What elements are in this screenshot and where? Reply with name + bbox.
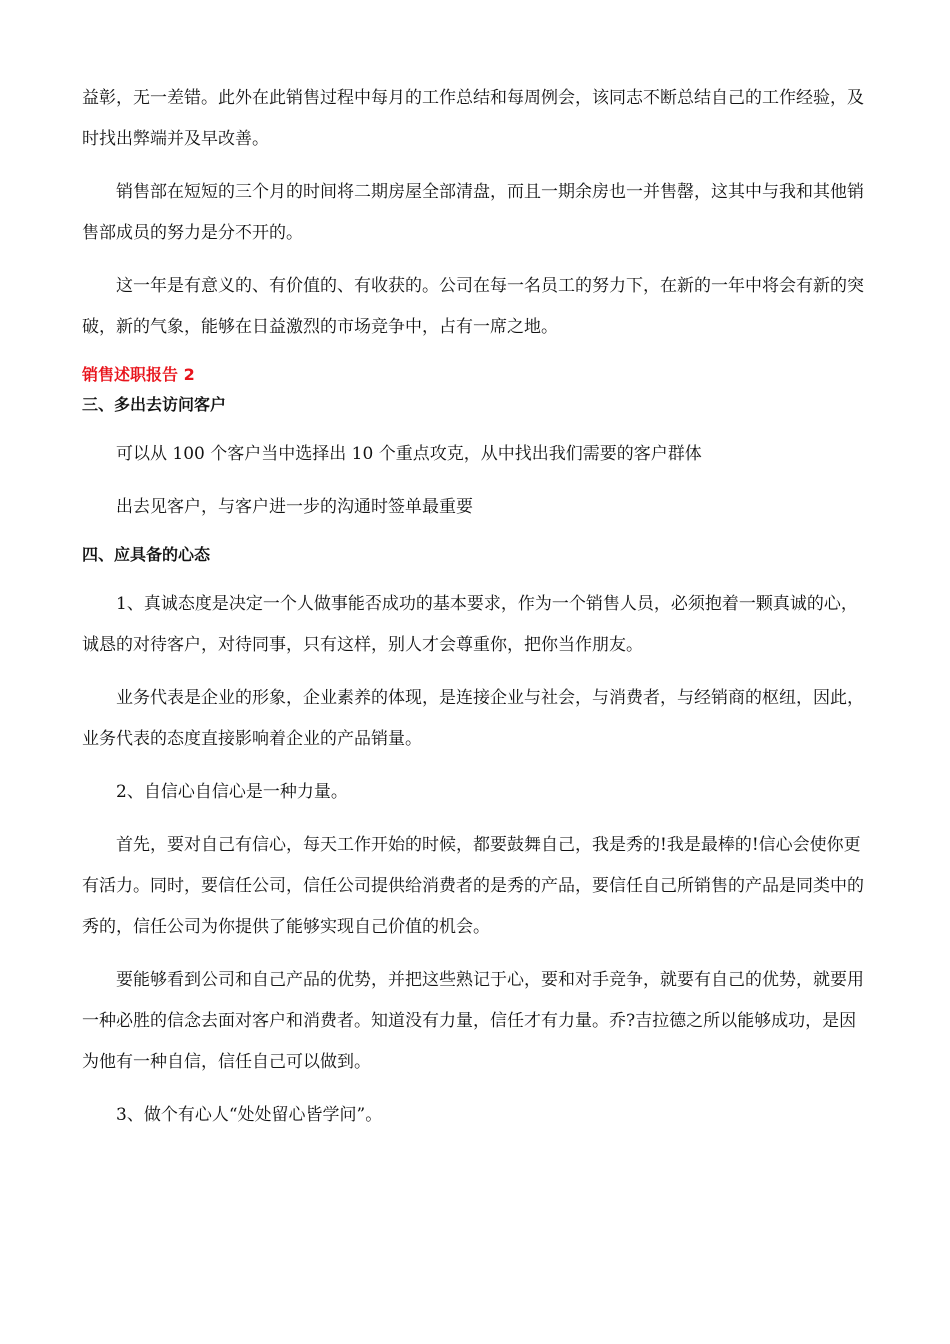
document-page — [82, 78, 866, 1148]
paragraph-confidence-title: 2、自信心自信心是一种力量。 — [116, 782, 348, 802]
paragraph-confidence-detail: 首先，要对自己有信心，每天工作开始的时候，都要鼓舞自己，我是秀的!我是最棒的!信心会使你更有活力。同时，要信任公司，信任公司提供给消费者的是秀的产品，要信任自己所销售的产品是同类中的秀的，信任公司为你提供了能够实现自己价值的机会。 — [82, 835, 864, 937]
paragraph-year-summary: 这一年是有意义的、有价值的、有收获的。公司在每一名员工的努力下，在新的一年中将会有新的突破，新的气象，能够在日益激烈的市场竞争中，占有一席之地。 — [82, 276, 864, 337]
paragraph-sales-clearance: 销售部在短短的三个月的时间将二期房屋全部清盘，而且一期余房也一并售罄，这其中与我和其他销售部成员的努力是分不开的。 — [82, 182, 864, 243]
paragraph-sincerity: 1、真诚态度是决定一个人做事能否成功的基本要求，作为一个销售人员，必须抱着一颗真诚的心，诚恳的对待客户，对待同事，只有这样，别人才会尊重你，把你当作朋友。 — [82, 594, 858, 655]
paragraph-attentive: 3、做个有心人“处处留心皆学问”。 — [116, 1105, 383, 1125]
section-heading-visit-clients: 三、多出去访问客户 — [82, 395, 227, 414]
paragraph-advantages: 要能够看到公司和自己产品的优势，并把这些熟记于心，要和对手竞争，就要有自己的优势，就要用一种必胜的信念去面对客户和消费者。知道没有力量，信任才有力量。乔?吉拉德之所以能够成功，是因为他有一种自信，信任自己可以做到。 — [82, 970, 864, 1072]
paragraph-meet-clients: 出去见客户，与客户进一步的沟通时签单最重要 — [116, 497, 473, 517]
paragraph-select-clients: 可以从 100 个客户当中选择出 10 个重点攻克，从中找出我们需要的客户群体 — [116, 444, 702, 464]
paragraph-continuation: 益彰，无一差错。此外在此销售过程中每月的工作总结和每周例会，该同志不断总结自己的工作经验，及时找出弊端并及早改善。 — [82, 88, 864, 149]
section-heading-mindset: 四、应具备的心态 — [82, 545, 211, 564]
report-title: 销售述职报告 2 — [82, 365, 195, 384]
paragraph-business-rep: 业务代表是企业的形象，企业素养的体现，是连接企业与社会，与消费者，与经销商的枢纽，因此，业务代表的态度直接影响着企业的产品销量。 — [82, 688, 864, 749]
